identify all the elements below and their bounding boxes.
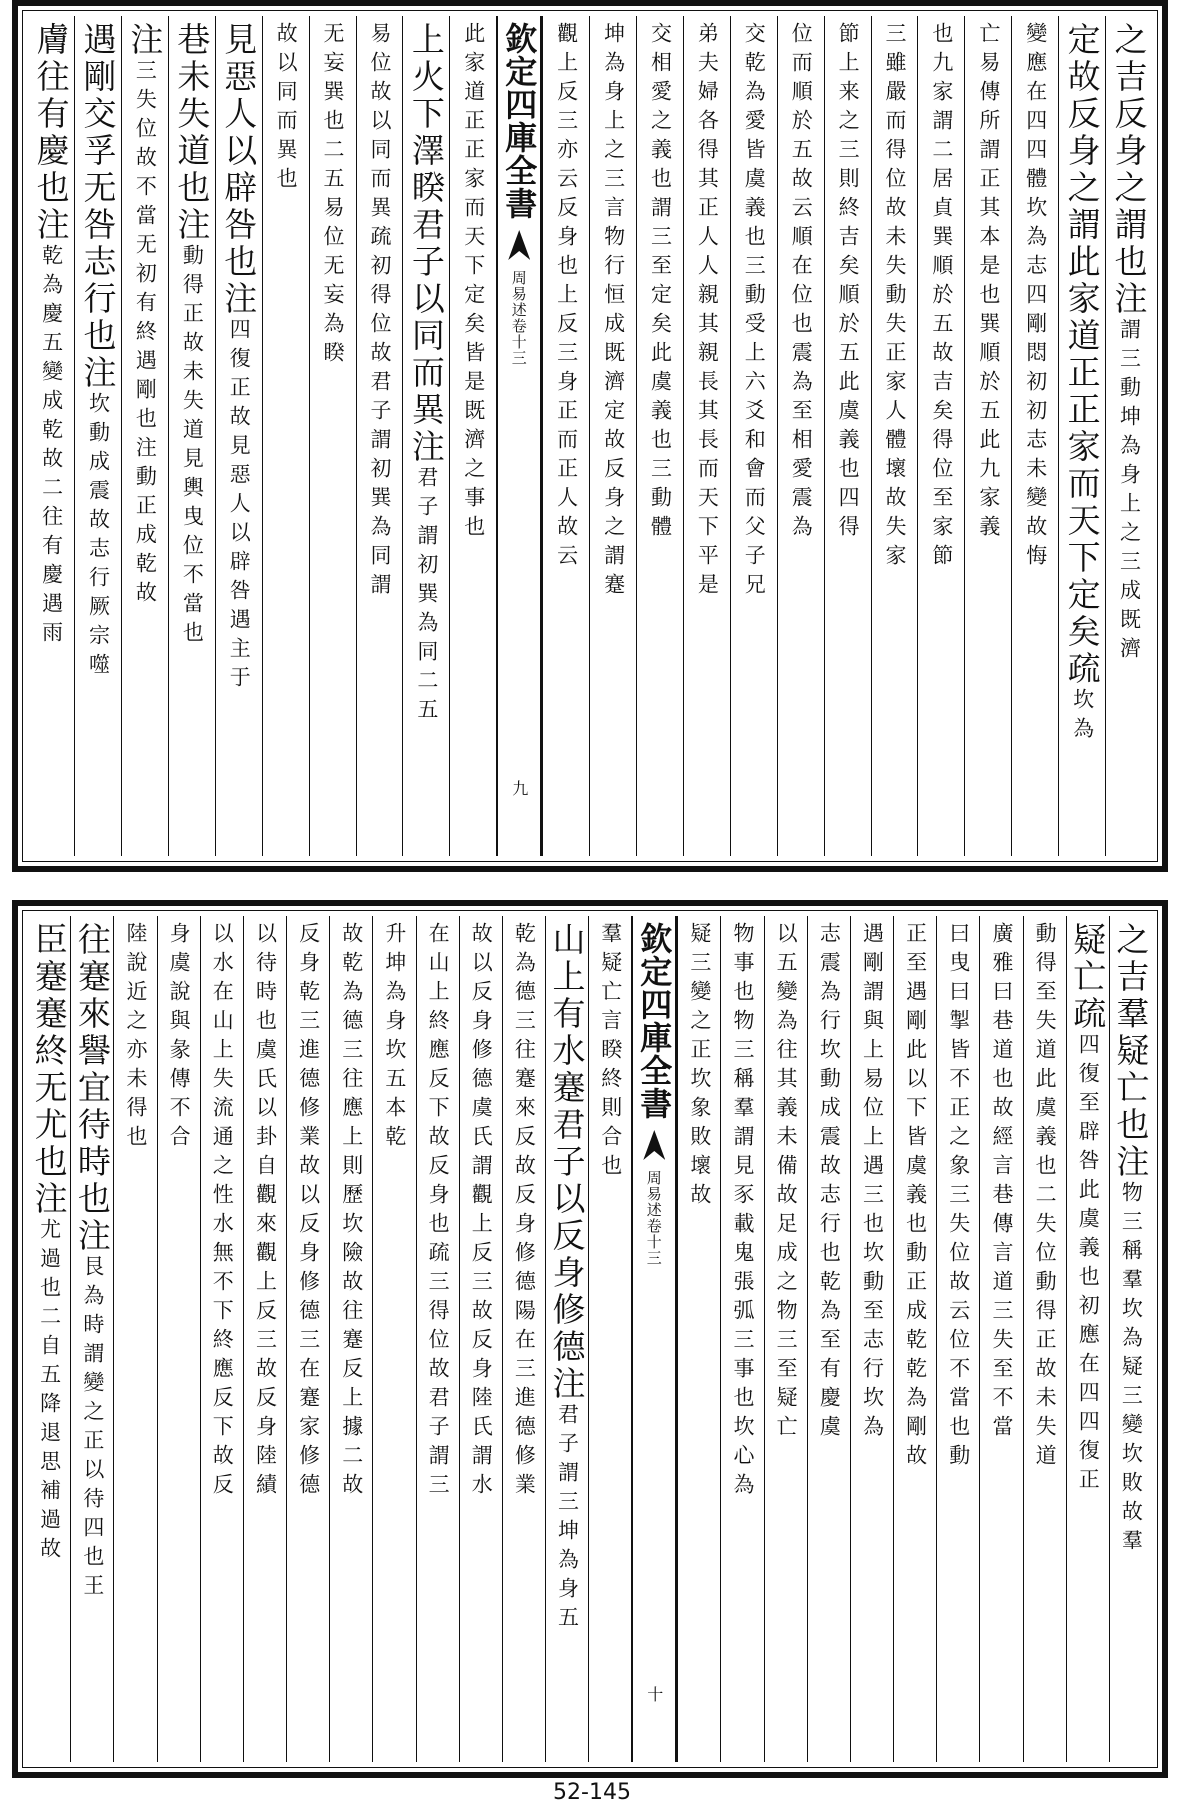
commentary-text: 羣疑亡言睽終則合也 [598, 922, 623, 1183]
text-column [309, 16, 356, 856]
commentary-text: 君子謂初巽為同二五 [414, 466, 439, 727]
text-column [1066, 916, 1109, 1762]
commentary-text: 位而順於五故云順在位也震為至相愛震為 [789, 22, 814, 544]
center-fold-strip [631, 916, 677, 1762]
text-column [416, 916, 459, 1762]
fish-tail-mark-icon [508, 230, 530, 260]
text-column [329, 916, 372, 1762]
text-column [936, 916, 979, 1762]
text-column [200, 916, 243, 1762]
commentary-text: 物事也物三稱羣謂見豕載鬼張弧三事也坎心為 [731, 922, 756, 1502]
commentary-text: 乾為慶五變成乾故二往有慶遇雨 [39, 244, 64, 650]
commentary-text: 坤為身上之三言物行恒成既濟定故反身之謂蹇 [601, 22, 626, 602]
commentary-text: 以水在山上失流通之性水無不下終應反下故反 [210, 922, 235, 1502]
commentary-text: 曰曳曰掣皆不正之象三失位故云位不當也動 [946, 922, 971, 1473]
collection-title: 欽定四庫全書 [500, 22, 539, 220]
commentary-text: 遇剛謂與上易位上遇三也坎動至志行坎為 [860, 922, 885, 1444]
commentary-text: 四復正故見惡人以辟咎遇主于 [227, 318, 252, 695]
text-column [74, 16, 121, 856]
text-column [449, 16, 496, 856]
text-column [683, 16, 730, 856]
commentary-text: 交乾為愛皆虞義也三動受上六爻和會而父子兄 [742, 22, 767, 602]
commentary-text: 坎為 [1070, 688, 1095, 746]
commentary-text: 亡易傳所謂正其本是也巽順於五此九家義 [976, 22, 1001, 544]
text-column [964, 16, 1011, 856]
text-column [589, 16, 636, 856]
text-column [113, 916, 156, 1762]
commentary-text: 疑三變之正坎象敗壞故 [687, 922, 712, 1212]
center-fold-strip [496, 16, 542, 856]
commentary-text: 節上来之三則終吉矣順於五此虞義也四得 [836, 22, 861, 544]
main-text: 山上有水蹇君子以反身修德注 [547, 922, 587, 1403]
commentary-text: 故以反身修德虞氏謂觀上反三故反身陸氏謂水 [469, 922, 494, 1502]
commentary-text: 志震為行坎動成震故志行也乾為至有慶虞 [817, 922, 842, 1444]
commentary-text: 陸說近之亦未得也 [123, 922, 148, 1154]
text-column [121, 16, 168, 856]
commentary-text: 此家道正正家而天下定矣皆是既濟之事也 [461, 22, 486, 544]
commentary-text: 艮為時謂變之正以待四也王 [80, 1255, 105, 1603]
text-column [262, 16, 309, 856]
text-column [850, 916, 893, 1762]
main-text: 疑亡疏 [1068, 922, 1108, 1033]
text-column [777, 16, 824, 856]
main-text: 巷未失道也注 [172, 22, 212, 244]
main-text: 之吉羣疑亡也注 [1111, 922, 1151, 1181]
text-column [372, 916, 415, 1762]
text-column [807, 916, 850, 1762]
commentary-text: 動得至失道此虞義也二失位動得正故未失道 [1033, 922, 1058, 1473]
text-column [764, 916, 807, 1762]
text-column [502, 916, 545, 1762]
commentary-text: 也九家謂二居貞巽順於五故吉矣得位至家節 [929, 22, 954, 573]
text-column [636, 16, 683, 856]
main-text: 遇剛交孚无咎志行也注 [78, 22, 118, 392]
main-text: 膚往有慶也注 [31, 22, 71, 244]
main-text: 上火下澤睽君子以同而異注 [406, 22, 446, 466]
text-column [677, 916, 720, 1762]
commentary-text: 身虞說與彖傳不合 [167, 922, 192, 1154]
commentary-text: 君子謂三坤為身五 [555, 1403, 580, 1635]
text-column [168, 16, 215, 856]
juan-label: 卷十三 [644, 1218, 663, 1266]
text-column [1105, 16, 1152, 856]
text-column [1058, 16, 1105, 856]
text-column [893, 916, 936, 1762]
commentary-text: 故乾為德三往應上則歷坎險故往蹇反上據二故 [339, 922, 364, 1502]
text-column [824, 16, 871, 856]
commentary-text: 三雖嚴而得位故未失動失正家人體壞故失家 [883, 22, 908, 573]
commentary-text: 升坤為身坎五本乾 [382, 922, 407, 1154]
commentary-text: 乾為德三往蹇來反故反身修德陽在三進德修業 [512, 922, 537, 1502]
commentary-text: 物三稱羣坎為疑三變坎敗故羣 [1119, 1181, 1144, 1558]
text-column [70, 916, 113, 1762]
text-column [215, 16, 262, 856]
text-column [356, 16, 403, 856]
text-column [1109, 916, 1152, 1762]
text-column [917, 16, 964, 856]
bottom-columns [28, 916, 1152, 1762]
bottom-page-panel [12, 900, 1168, 1778]
text-column [1023, 916, 1066, 1762]
text-column [286, 916, 329, 1762]
commentary-text: 謂三動坤為身上之三成既濟 [1117, 318, 1142, 666]
text-column [542, 16, 589, 856]
commentary-text: 廣雅曰巷道也故經言巷傳言道三失至不當 [989, 922, 1014, 1444]
main-text: 往蹇來譽宜待時也注 [72, 922, 112, 1255]
commentary-text: 无妄巽也二五易位无妄為睽 [321, 22, 346, 370]
text-column [720, 916, 763, 1762]
commentary-text: 三失位故不當无初有終遇剛也注動正成乾故 [133, 59, 158, 610]
text-column [871, 16, 918, 856]
text-column [588, 916, 631, 1762]
book-title: 周易述 [644, 1170, 663, 1218]
text-column [1011, 16, 1058, 856]
text-column [459, 916, 502, 1762]
main-text: 定故反身之謂此家道正正家而天下定矣疏 [1062, 22, 1102, 688]
commentary-text: 正至遇剛此以下皆虞義也動正成乾乾為剛故 [903, 922, 928, 1473]
commentary-text: 四復至辟咎此虞義也初應在四四復正 [1076, 1033, 1101, 1497]
commentary-text: 變應在四四體坎為志四剛悶初初志未變故悔 [1023, 22, 1048, 573]
leaf-number: 九 [509, 780, 529, 796]
text-column [157, 916, 200, 1762]
commentary-text: 以五變為往其義未備故足成之物三至疑亡 [774, 922, 799, 1444]
commentary-text: 坎動成震故志行厥宗噬 [86, 392, 111, 682]
book-title: 周易述 [509, 270, 528, 318]
commentary-text: 易位故以同而異疏初得位故君子謂初巽為同謂 [367, 22, 392, 602]
page-number-footer: 52-145 [553, 1780, 631, 1805]
text-column [402, 16, 449, 856]
text-column [243, 916, 286, 1762]
main-text: 見惡人以辟咎也注 [219, 22, 259, 318]
commentary-text: 觀上反三亦云反身也上反三身正而正人故云 [554, 22, 579, 573]
text-column [28, 16, 74, 856]
text-column [979, 916, 1022, 1762]
main-text: 之吉反身之謂也注 [1109, 22, 1149, 318]
commentary-text: 在山上終應反下故反身也疏三得位故君子謂三 [426, 922, 451, 1502]
top-columns [28, 16, 1152, 856]
leaf-number: 十 [644, 1686, 664, 1702]
commentary-text: 動得正故未失道見輿曳位不當也 [180, 244, 205, 650]
main-text: 臣蹇蹇終无尤也注 [29, 922, 69, 1218]
text-column [730, 16, 777, 856]
commentary-text: 以待時也虞氏以卦自觀來觀上反三故反身陸績 [253, 922, 278, 1502]
commentary-text: 尤過也二自五降退思補過故 [37, 1218, 62, 1566]
fish-tail-mark-icon [643, 1130, 665, 1160]
commentary-text: 交相愛之義也謂三至定矣此虞義也三動體 [648, 22, 673, 544]
top-page-panel [12, 0, 1168, 872]
text-column [28, 916, 70, 1762]
collection-title: 欽定四庫全書 [635, 922, 674, 1120]
commentary-text: 弟夫婦各得其正人人親其親長其長而天下平是 [695, 22, 720, 602]
text-column [545, 916, 588, 1762]
juan-label: 卷十三 [509, 318, 528, 366]
commentary-text: 故以同而異也 [274, 22, 299, 196]
commentary-text: 反身乾三進德修業故以反身修德三在蹇家修德 [296, 922, 321, 1502]
main-text: 注 [125, 22, 165, 59]
